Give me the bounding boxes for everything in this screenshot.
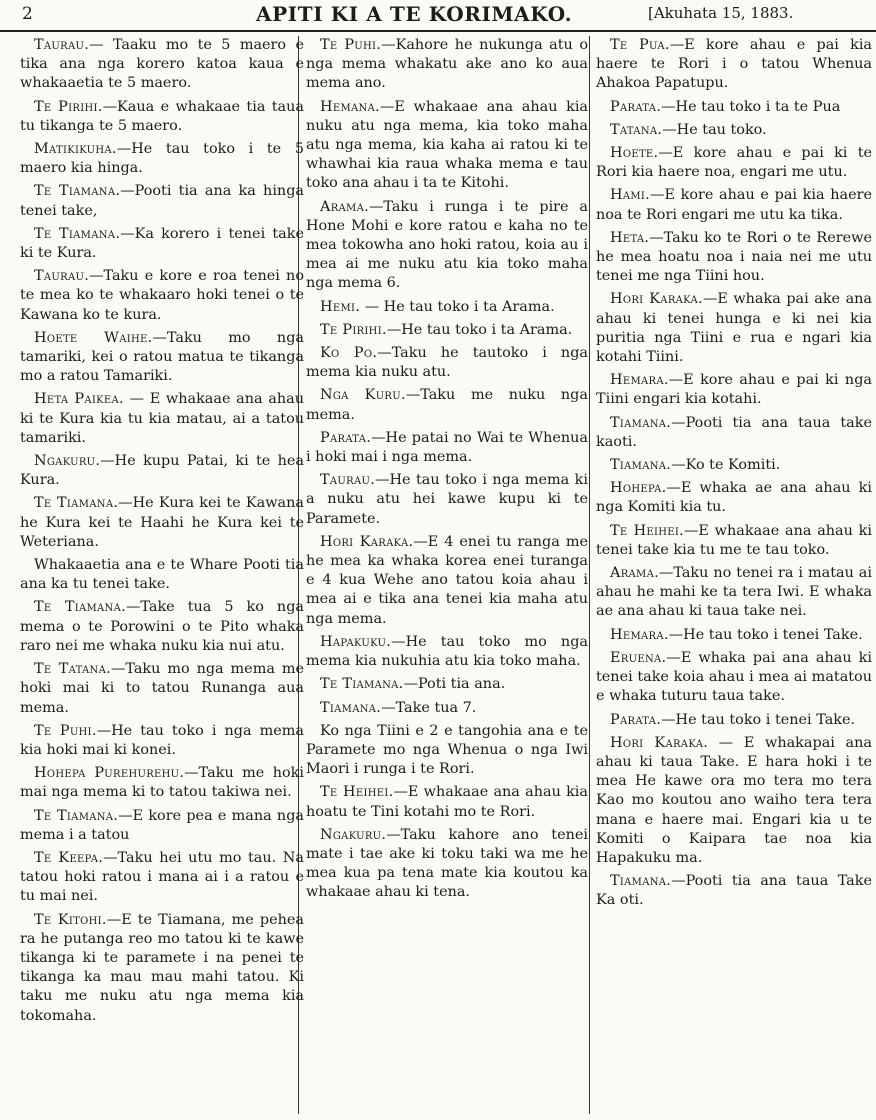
speech-paragraph xyxy=(306,98,588,194)
speech-paragraph xyxy=(306,298,588,317)
speech-text: —Ko te Komiti. xyxy=(671,457,781,474)
speech-text: —Taku e kore e roa tenei no te mea ko te whakaaro hoki tenei o te Kawana ko te kura. xyxy=(20,268,304,323)
speech-text: — He tau toko i ta Arama. xyxy=(360,298,555,315)
speech-paragraph xyxy=(306,198,588,294)
speech-paragraph xyxy=(20,98,304,136)
speech-text: —E whaka ae ana ahau ki nga Komiti kia tu. xyxy=(596,480,872,516)
speech-text: —Taku i runga i te pire a Hone Mohi e kore ratou e kaha no te mea tokowha ano hoki ratou, koia au i mea ai me nuku atu kia toko maha nga mema 6. xyxy=(306,198,588,292)
speaker-name: Arama. xyxy=(610,565,659,582)
speech-paragraph xyxy=(20,556,304,594)
speech-text: —He patai no Wai te Whenua i hoki mai i nga mema. xyxy=(306,429,588,466)
newspaper-title: APITI KI A TE KORIMAKO. xyxy=(256,2,573,26)
speech-paragraph xyxy=(596,522,872,560)
speaker-name: Tiamana. xyxy=(610,457,672,474)
speech-text: —He tau toko i tenei Take. xyxy=(661,711,856,728)
speech-text: —E whakaae ana ahau kia hoatu te Tini kotahi mo te Rori. xyxy=(306,784,588,820)
speech-paragraph xyxy=(20,911,304,1026)
speech-paragraph xyxy=(306,321,588,340)
speaker-name: Hemara. xyxy=(610,626,669,643)
speech-paragraph xyxy=(596,36,872,94)
speech-text: —Taku he tautoko i nga mema kia nuku atu. xyxy=(306,345,588,381)
speech-paragraph xyxy=(20,764,304,802)
speech-text: —E te Tiamana, me pehea ra he putanga reo mo tatou ki te kawe tikanga ki te paramete i na penei te tikanga ka mau mau mahi tatou. Ki taku me nuku atu nga mema kia tokomaha. xyxy=(20,911,304,1024)
speaker-name: Hemi. xyxy=(320,298,361,315)
speech-text: —He Kura kei te Kawana he Kura kei te Haahi he Kura kei te Weteriana. xyxy=(20,495,304,550)
speech-text: —Take tua 7. xyxy=(381,699,477,716)
speaker-name: Hapakuku. xyxy=(320,633,392,650)
page-number: 2 xyxy=(22,4,33,24)
speech-text: —Taku ko te Rori o te Rerewe he mea hoatu noa i naia nei me utu tenei me nga Tiini hou. xyxy=(596,229,872,285)
speech-text: —Taku hei utu mo tau. Na tatou hoki ratou i mana ai i a ratou e tu mai nei. xyxy=(20,849,304,905)
speaker-name: Arama. xyxy=(320,198,369,215)
speech-text: —Kahore he nukunga atu o nga mema whakatu ake ano ko aua mema ano. xyxy=(306,37,588,92)
speech-paragraph xyxy=(596,414,872,452)
speech-paragraph xyxy=(596,626,872,645)
issue-date: [Akuhata 15, 1883. xyxy=(648,4,794,22)
speech-paragraph xyxy=(306,36,588,94)
speech-text: — E whakapai ana ahau ki taua Take. E hara hoki i te mea He kawe ora mo tera mo tera Kao mo koutou ano waiho tera tera mana e haere mai. Engari kia u te Komiti o Kaipara tae noa kia Hapakuku ma. xyxy=(596,734,872,866)
speech-text: —E whakaae ana ahau ki tenei take kia tu me te tau toko. xyxy=(596,522,872,558)
speaker-name: Te Pua. xyxy=(610,37,670,53)
speaker-name: Te Tiamana. xyxy=(34,495,119,512)
column-divider xyxy=(589,36,590,1114)
speaker-name: Te Tiamana. xyxy=(34,183,121,200)
speaker-name: Tatana. xyxy=(610,121,663,138)
speaker-name: Te Keepa. xyxy=(34,849,104,866)
speaker-name: Te Puhi. xyxy=(320,37,382,53)
speech-paragraph xyxy=(596,479,872,517)
speech-paragraph xyxy=(20,36,304,94)
speech-text: —E kore ahau e pai ki nga Tiini engari kia kotahi. xyxy=(596,372,872,408)
speech-text: —E kore pea e mana nga mema i a tatou xyxy=(20,807,304,843)
speech-text: —Ka korero i tenei take ki te Kura. xyxy=(20,225,304,262)
speech-paragraph xyxy=(20,494,304,552)
speech-text: —He tau toko i ta te Pua xyxy=(661,98,841,115)
speech-text: —He tau toko i nga mema kia hoki mai ki konei. xyxy=(20,722,304,758)
speaker-name: Heta Paikea. xyxy=(34,391,124,408)
speech-text: —He tau toko. xyxy=(662,121,767,138)
speech-paragraph xyxy=(20,140,304,178)
speaker-name: Hohepa Purehurehu. xyxy=(34,765,185,782)
speech-text: — E whakaae ana ahau ki te Kura kia tu kia matau, ai a tatou tamariki. xyxy=(20,391,304,446)
speech-text: —Pooti tia ana taua take kaoti. xyxy=(596,414,872,450)
speech-text: —Pooti tia ana taua Take Ka oti. xyxy=(596,873,872,909)
speech-paragraph xyxy=(306,386,588,424)
speaker-name: Nga Kuru. xyxy=(320,387,406,404)
speech-paragraph xyxy=(306,429,588,467)
speech-paragraph xyxy=(596,456,872,475)
speech-paragraph xyxy=(306,722,588,780)
speaker-name: Tiamana. xyxy=(320,699,382,716)
speaker-name: Hoete. xyxy=(610,145,659,162)
speech-paragraph xyxy=(306,533,588,629)
speaker-name: Hemara. xyxy=(610,372,669,389)
speech-paragraph xyxy=(20,598,304,656)
speech-paragraph xyxy=(20,267,304,325)
speaker-name: Taurau. xyxy=(34,268,90,285)
speech-text: —Pooti tia ana ka hinga tenei take, xyxy=(20,183,304,219)
speech-paragraph xyxy=(306,344,588,382)
speaker-name: Tiamana. xyxy=(610,873,672,890)
speaker-name: Hori Karaka. xyxy=(320,533,414,550)
speech-paragraph xyxy=(306,699,588,718)
speech-paragraph xyxy=(596,144,872,182)
speaker-name: Hori Karaka. xyxy=(610,734,709,751)
speech-paragraph xyxy=(596,121,872,140)
speech-paragraph xyxy=(596,711,872,730)
speaker-name: Ngakuru. xyxy=(34,453,101,470)
speech-text: —E whakaae ana ahau kia nuku atu nga mema, kia toko maha atu nga mema, kia kaha ai ratou ki te whawhai kia raua whaka mema e tau toko ana ahau i ta te Kitohi. xyxy=(306,98,588,192)
speaker-name: Te Heihei. xyxy=(320,784,394,801)
speech-text: —Kaua e whakaae tia taua tu tikanga te 5 maero. xyxy=(20,98,304,134)
speech-paragraph xyxy=(20,849,304,907)
speaker-name: Te Tatana. xyxy=(34,661,111,678)
speech-text: —He tau toko i nga mema ki a nuku atu hei kawe kupu ki te Paramete. xyxy=(306,472,588,527)
speech-paragraph xyxy=(596,872,872,910)
speech-paragraph xyxy=(20,807,304,845)
speaker-name: Hemana. xyxy=(320,98,380,115)
speaker-name: Parata. xyxy=(610,711,662,728)
speaker-name: Te Tiamana. xyxy=(34,225,121,242)
speaker-name: Ngakuru. xyxy=(320,826,387,843)
speech-paragraph xyxy=(596,290,872,367)
speaker-name: Hami. xyxy=(610,187,651,204)
speaker-name: Hohepa. xyxy=(610,480,667,497)
column-3 xyxy=(596,36,872,1116)
column-1 xyxy=(20,36,304,1116)
speaker-name: Te Tiamana. xyxy=(34,599,126,616)
speaker-name: Te Puhi. xyxy=(34,722,97,739)
speech-text: Whakaaetia ana e te Whare Pooti tia ana ka tu tenei take. xyxy=(20,557,304,593)
speech-text: —E kore ahau e pai ki te Rori kia haere noa, engari me utu. xyxy=(596,145,872,181)
speech-text: —Taku me hoki mai nga mema ki to tatou takiwa nei. xyxy=(20,765,304,801)
speaker-name: Te Kitohi. xyxy=(34,911,107,928)
speech-paragraph xyxy=(596,564,872,622)
speech-paragraph xyxy=(20,660,304,718)
speech-text: Ko nga Tiini e 2 e tangohia ana e te Paramete mo nga Whenua o nga Iwi Maori i runga i te Rori. xyxy=(306,722,588,778)
speaker-name: Ko Po. xyxy=(320,345,378,362)
page-header xyxy=(0,0,876,32)
speech-text: —Poti tia ana. xyxy=(403,676,506,693)
speech-paragraph xyxy=(20,390,304,448)
speech-paragraph xyxy=(596,649,872,707)
speech-text: —E 4 enei tu ranga me he mea ka whaka korea enei turanga e 4 kua Wehe ano tatou koia ahau i mea ai e tika ana tenei kia maha atu nga mema. xyxy=(306,533,588,627)
speaker-name: Tiamana. xyxy=(610,414,672,431)
speech-paragraph xyxy=(306,675,588,694)
speaker-name: Heta. xyxy=(610,229,650,246)
speaker-name: Hoete Waihe. xyxy=(34,329,153,346)
speech-text: —Take tua 5 ko nga mema o te Porowini o te Pito whaka raro nei me whaka nuku kia nui atu. xyxy=(20,599,304,654)
speech-paragraph xyxy=(596,734,872,868)
speaker-name: Te Tiamana. xyxy=(320,676,404,693)
speech-text: —He tau toko mo nga mema kia nukuhia atu kia toko maha. xyxy=(306,633,588,670)
speech-text: — Taaku mo te 5 maero e tika ana nga korero katoa kaua e whakaaetia te 5 maero. xyxy=(20,37,304,92)
speaker-name: Parata. xyxy=(320,429,372,446)
speaker-name: Parata. xyxy=(610,98,662,115)
speech-paragraph xyxy=(20,722,304,760)
speech-paragraph xyxy=(596,98,872,117)
speech-text: —E whaka pai ana ahau ki tenei take koia ahau i mea ai matatou e whaka tuturu taua take. xyxy=(596,649,872,705)
speech-paragraph xyxy=(306,826,588,903)
speech-paragraph xyxy=(20,329,304,387)
speech-paragraph xyxy=(596,186,872,224)
speaker-name: Te Heihei. xyxy=(610,522,685,539)
speech-text: —Taku mo nga mema me hoki mai ki to tatou Runanga aua mema. xyxy=(20,661,304,716)
speech-text: —E kore ahau e pai kia haere te Rori i o tatou Whenua Ahakoa Papatupu. xyxy=(596,37,872,92)
speech-paragraph xyxy=(20,182,304,220)
speaker-name: Taurau. xyxy=(34,37,90,53)
speech-text: —Taku mo nga tamariki, kei o ratou matua te tikanga mo a ratou Tamariki. xyxy=(20,329,304,385)
speech-paragraph xyxy=(20,452,304,490)
speech-paragraph xyxy=(596,229,872,287)
speech-text: —He tau toko i ta Arama. xyxy=(386,321,573,338)
speech-paragraph xyxy=(306,633,588,671)
speech-text: —He kupu Patai, ki te hea Kura. xyxy=(20,453,304,489)
speech-text: —E kore ahau e pai kia haere noa te Rori engari me utu ka tika. xyxy=(596,187,872,223)
speech-paragraph xyxy=(306,471,588,529)
speech-text: —E whaka pai ake ana ahau ki tenei hunga e ki nei kia puritia nga Tiini e rua e ngari kia kotahi Tiini. xyxy=(596,291,872,366)
speech-text: —Taku me nuku nga mema. xyxy=(306,387,588,423)
speech-paragraph xyxy=(596,371,872,409)
speaker-name: Taurau. xyxy=(320,472,376,489)
speech-text: —Taku kahore ano tenei mate i tae ake ki toku taki wa me he mea kua pa tena mate kia koutou ka whakaae ahau ki tena. xyxy=(306,826,588,901)
speaker-name: Eruena. xyxy=(610,649,667,666)
speaker-name: Hori Karaka. xyxy=(610,291,703,308)
speech-text: —He tau toko i tenei Take. xyxy=(668,626,863,643)
speaker-name: Te Tiamana. xyxy=(34,807,119,824)
speech-paragraph xyxy=(306,783,588,821)
speech-text: —Taku no tenei ra i matau ai ahau he mahi ke ta tera Iwi. E whaka ae ana ahau ki taua take nei. xyxy=(596,565,872,620)
speaker-name: Matikikuha. xyxy=(34,141,117,158)
speech-text: —He tau toko i te 5 maero kia hinga. xyxy=(20,141,304,177)
speaker-name: Te Pirihi. xyxy=(320,321,387,338)
speech-paragraph xyxy=(20,225,304,263)
column-2 xyxy=(306,36,588,1116)
speaker-name: Te Pirihi. xyxy=(34,98,103,115)
